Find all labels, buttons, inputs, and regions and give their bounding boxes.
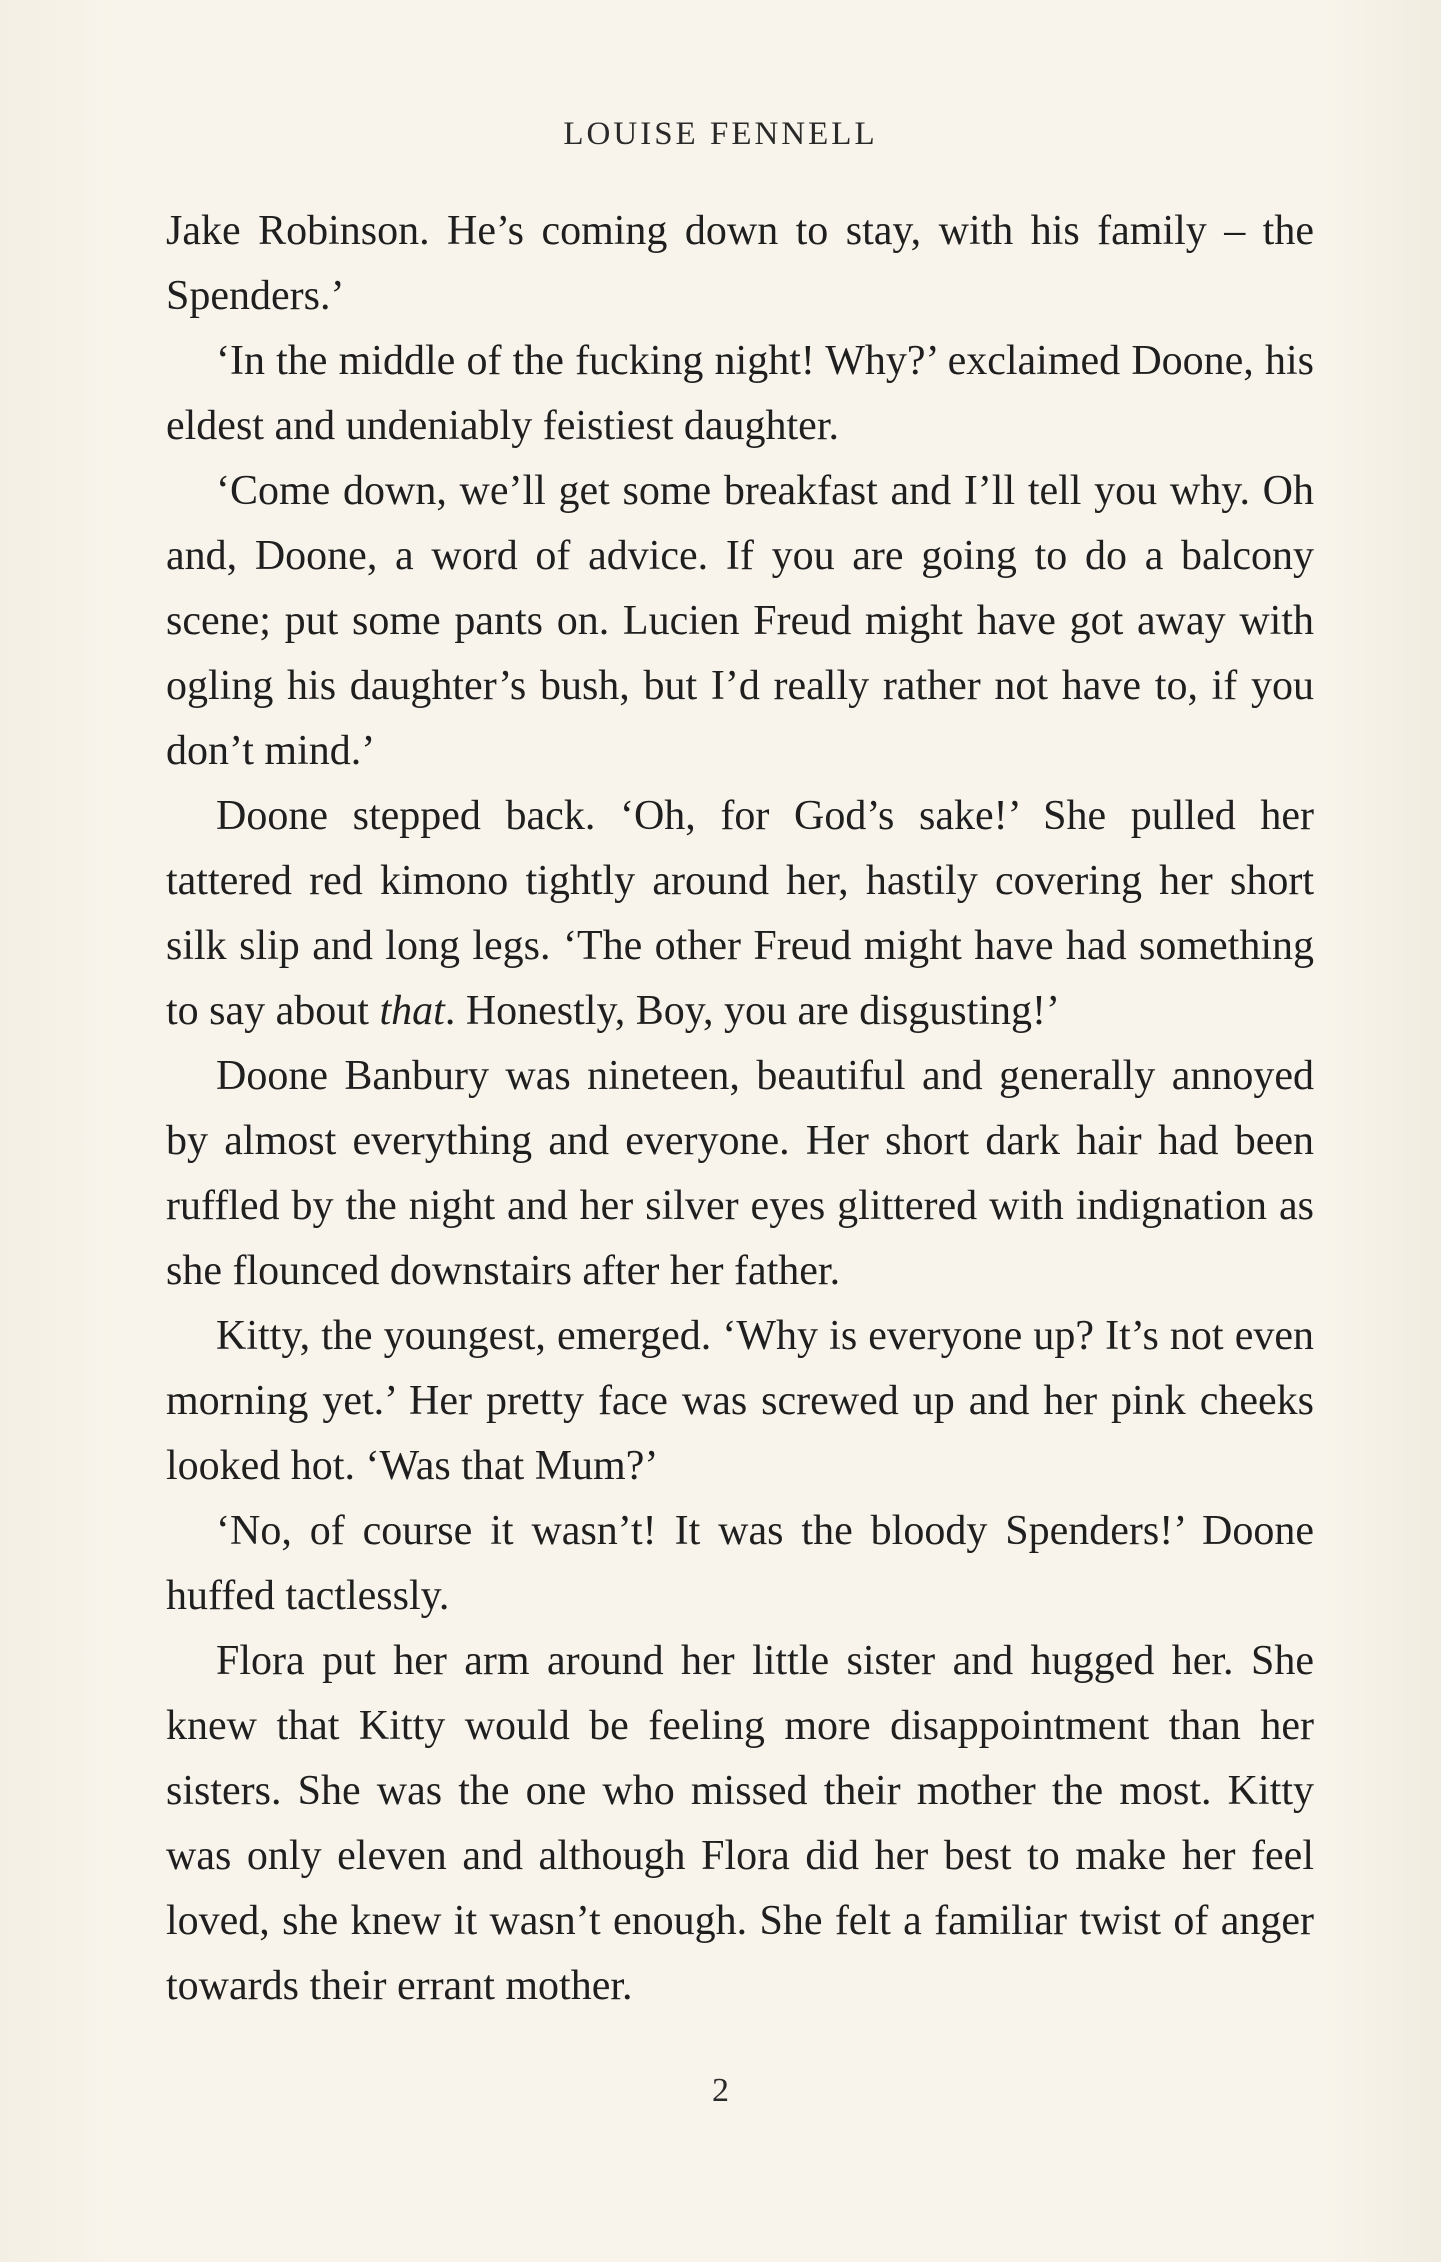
body-text	[166, 199, 1314, 2019]
paragraph	[166, 1499, 1314, 1629]
paragraph	[166, 1629, 1314, 2019]
paragraph	[166, 199, 1314, 329]
paragraph	[166, 329, 1314, 459]
paragraph-text: ‘Come down, we’ll get some breakfast and I’ll tell you why. Oh and, Doone, a word of advice. If you are going to do a balcony scene; put some pants on. Lucien Freud might have got away with ogling his daughter’s bush, but I’d really rather not have to, if you don’t mind.’	[166, 468, 1314, 774]
paragraph-text: . Honestly, Boy, you are disgusting!’	[444, 988, 1060, 1034]
paragraph-text: Doone stepped back. ‘Oh, for God’s sake!’ She pulled her tattered red kimono tightly around her, hastily covering her short silk slip and long legs. ‘The other Freud might have had something to say about	[166, 793, 1314, 1034]
paragraph	[166, 1044, 1314, 1304]
paragraph	[166, 1304, 1314, 1499]
paragraph-text: ‘In the middle of the fucking night! Why?’ exclaimed Doone, his eldest and undeniably feistiest daughter.	[166, 338, 1314, 449]
paragraph-text: Jake Robinson. He’s coming down to stay, with his family – the Spenders.’	[166, 208, 1314, 319]
running-head: LOUISE FENNELL	[563, 116, 878, 152]
italic-text: that	[379, 988, 445, 1034]
paragraph-text: ‘No, of course it wasn’t! It was the bloody Spenders!’ Doone huffed tactlessly.	[166, 1508, 1314, 1619]
paragraph-text: Doone Banbury was nineteen, beautiful and generally annoyed by almost everything and everyone. Her short dark hair had been ruffled by the night and her silver eyes glittered with indignation as she flounced downstairs after her father.	[166, 1053, 1314, 1294]
paragraph-text: Kitty, the youngest, emerged. ‘Why is everyone up? It’s not even morning yet.’ Her pretty face was screwed up and her pink cheeks looked hot. ‘Was that Mum?’	[166, 1313, 1314, 1489]
page-number: 2	[712, 2072, 729, 2109]
paragraph	[166, 784, 1314, 1044]
paragraph-text: Flora put her arm around her little sister and hugged her. She knew that Kitty would be feeling more disappointment than her sisters. She was the one who missed their mother the most. Kitty was only eleven and although Flora did her best to make her feel loved, she knew it wasn’t enough. She felt a familiar twist of anger towards their errant mother.	[166, 1638, 1314, 2009]
paragraph	[166, 459, 1314, 784]
